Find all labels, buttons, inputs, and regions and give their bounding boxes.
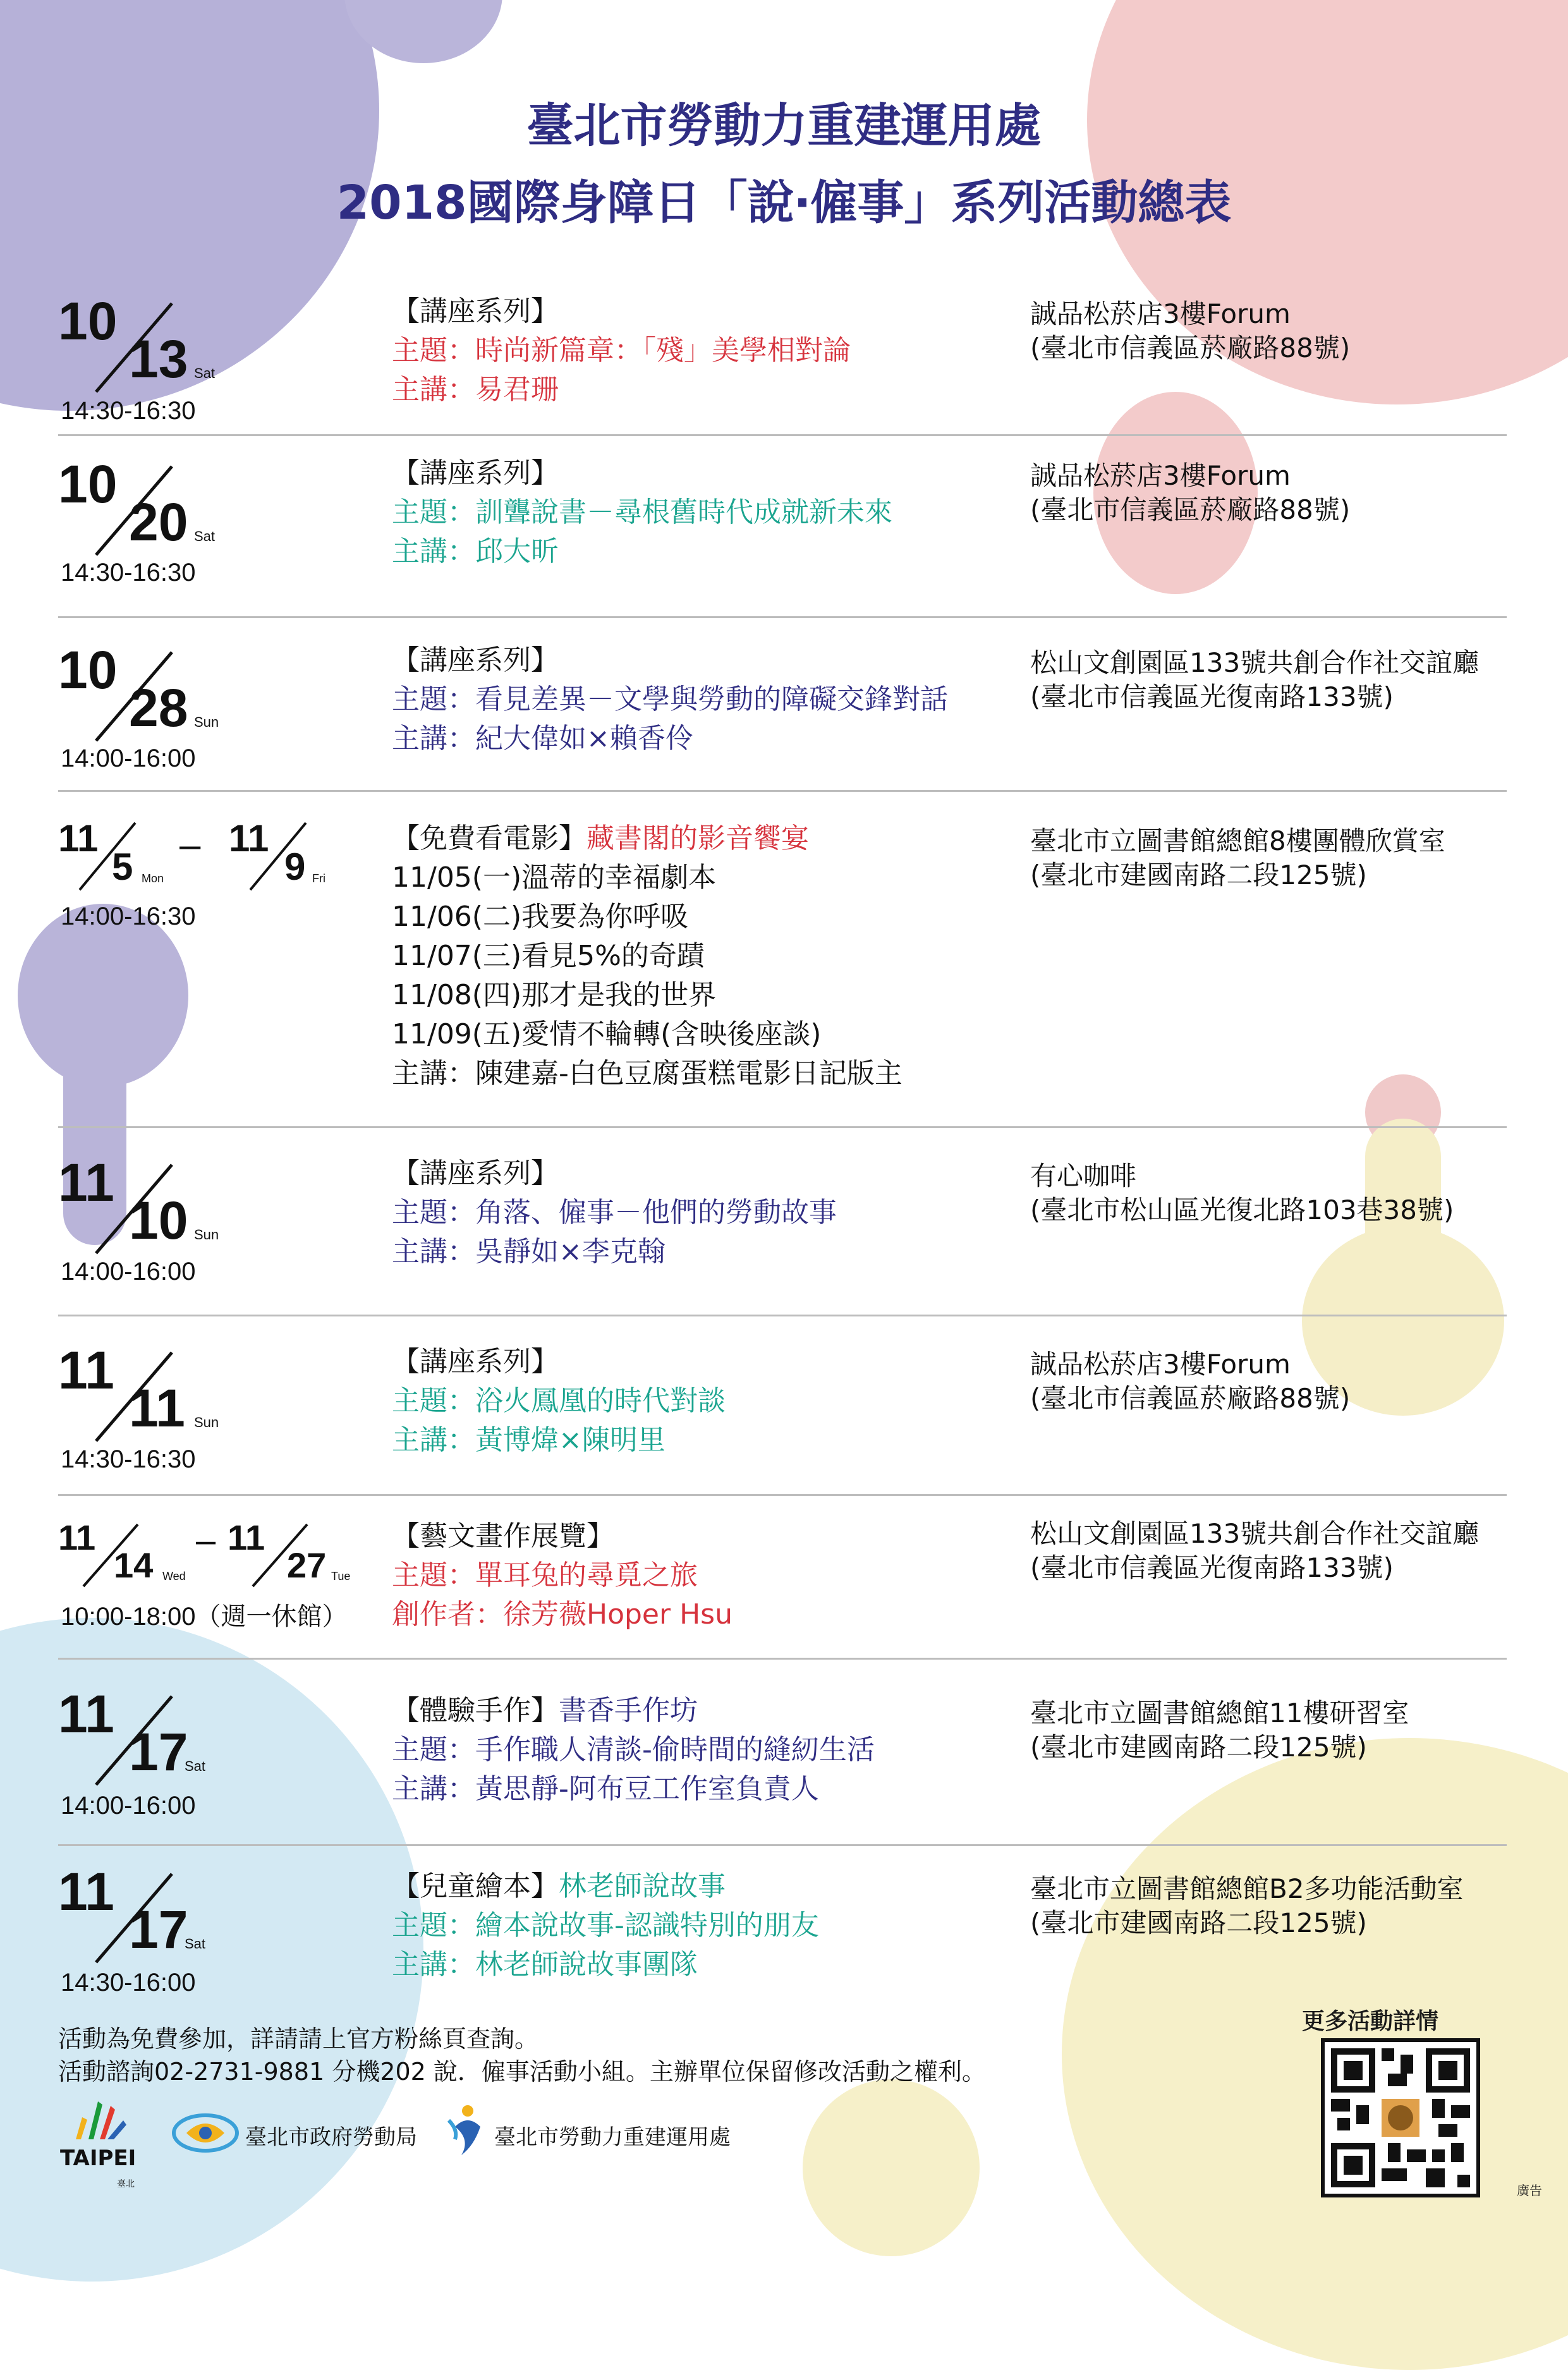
event-category-title: 藏書閣的影音饗宴 bbox=[586, 822, 809, 854]
event-weekday: Sun bbox=[194, 714, 219, 730]
venue-name: 臺北市立圖書館總館8樓團體欣賞室 bbox=[1030, 825, 1445, 856]
footer-notes bbox=[58, 2022, 986, 2088]
venue-name: 有心咖啡 bbox=[1030, 1160, 1137, 1191]
event-info bbox=[392, 1342, 726, 1460]
event-topic: 主題：訓聾說書－尋根舊時代成就新未來 bbox=[392, 496, 892, 528]
event-date-range bbox=[58, 1517, 387, 1593]
film-item: 11/05(一)溫蒂的幸福劇本 bbox=[392, 861, 717, 894]
venue-address: (臺北市建國南路二段125號) bbox=[1030, 860, 1367, 890]
event-weekday: Sat bbox=[194, 365, 216, 381]
event-weekday: Sat bbox=[194, 528, 216, 544]
event-time: 14:00-16:00 bbox=[61, 1258, 196, 1285]
event-speaker: 主講：邱大昕 bbox=[392, 535, 559, 568]
ad-mark: 廣告 bbox=[1517, 2183, 1542, 2198]
event-month: 11 bbox=[58, 1517, 96, 1557]
venue-name: 誠品松菸店3樓Forum bbox=[1030, 460, 1291, 491]
footer-note: 活動諮詢02-2731-9881 分機202 說．僱事活動小組。主辦單位保留修改活動之權利。 bbox=[58, 2058, 986, 2086]
event-date-range bbox=[58, 817, 374, 899]
event-day-end: 27 bbox=[287, 1545, 327, 1585]
page-subtitle: 2018國際身障日「說‧僱事」系列活動總表 bbox=[336, 176, 1232, 230]
event-category: 【體驗手作】 bbox=[392, 1694, 559, 1727]
taipei-logo-text: TAIPEI bbox=[60, 2146, 137, 2171]
film-item: 11/07(三)看見5%的奇蹟 bbox=[392, 940, 705, 972]
event-category: 【講座系列】 bbox=[392, 1157, 559, 1189]
event-month: 11 bbox=[58, 817, 99, 860]
venue-address: (臺北市信義區菸廠路88號) bbox=[1030, 1383, 1351, 1414]
foundation-logo-icon bbox=[442, 2101, 493, 2158]
venue-address: (臺北市建國南路二段125號) bbox=[1030, 1732, 1367, 1763]
divider bbox=[58, 1844, 1507, 1846]
event-speaker: 主講：黃博煒×陳明里 bbox=[392, 1424, 665, 1456]
film-item: 11/08(四)那才是我的世界 bbox=[392, 979, 717, 1011]
yellow-blob-bottom-small bbox=[803, 2079, 980, 2256]
event-month-end: 11 bbox=[228, 1517, 265, 1557]
event-date bbox=[58, 1684, 248, 1791]
event-weekday: Sat bbox=[185, 1936, 206, 1952]
event-category: 【兒童繪本】 bbox=[392, 1870, 559, 1902]
event-weekday: Wed bbox=[162, 1570, 186, 1583]
venue-address: (臺北市建國南路二段125號) bbox=[1030, 1907, 1367, 1938]
event-date bbox=[58, 640, 248, 747]
event-day: 10 bbox=[129, 1191, 188, 1250]
event-day: 5 bbox=[112, 846, 133, 888]
event-topic: 主題：看見差異－文學與勞動的障礙交鋒對話 bbox=[392, 683, 948, 715]
event-info bbox=[392, 1517, 732, 1634]
event-category-title: 書香手作坊 bbox=[559, 1694, 698, 1727]
event-date bbox=[58, 1861, 248, 1969]
event-category: 【講座系列】 bbox=[392, 457, 559, 489]
venue-name: 松山文創園區133號共創合作社交誼廳 bbox=[1030, 647, 1480, 678]
event-category-line bbox=[392, 1867, 819, 1906]
qr-code-icon bbox=[1325, 2042, 1476, 2194]
event-date bbox=[58, 1152, 248, 1260]
venue-address: (臺北市信義區光復南路133號) bbox=[1030, 1552, 1394, 1583]
event-venue bbox=[1030, 1517, 1479, 1585]
event-day: 28 bbox=[129, 678, 188, 738]
venue-address: (臺北市信義區光復南路133號) bbox=[1030, 681, 1394, 712]
event-venue bbox=[1030, 1872, 1464, 1940]
event-venue bbox=[1030, 297, 1350, 365]
yellow-blob-bottom-right bbox=[1062, 1738, 1568, 2370]
event-day: 17 bbox=[129, 1722, 188, 1782]
event-topic: 主題：角落、僱事－他們的勞動故事 bbox=[392, 1196, 837, 1229]
venue-name: 誠品松菸店3樓Forum bbox=[1030, 298, 1291, 329]
event-info bbox=[392, 819, 903, 1093]
event-info bbox=[392, 1867, 819, 1984]
event-month: 11 bbox=[58, 1862, 114, 1921]
event-time: 14:30-16:00 bbox=[61, 1969, 196, 1996]
divider bbox=[58, 790, 1507, 792]
event-speaker: 主講：紀大偉如×賴香伶 bbox=[392, 722, 693, 755]
event-venue bbox=[1030, 824, 1445, 892]
film-item: 11/09(五)愛情不輪轉(含映後座談) bbox=[392, 1018, 822, 1050]
event-venue bbox=[1030, 459, 1350, 527]
event-weekday: Sat bbox=[185, 1758, 206, 1774]
event-time: 14:30-16:30 bbox=[61, 1445, 196, 1473]
event-venue bbox=[1030, 646, 1479, 714]
event-weekday: Sun bbox=[194, 1414, 219, 1430]
divider bbox=[58, 1494, 1507, 1496]
divider bbox=[58, 1658, 1507, 1660]
divider bbox=[58, 1126, 1507, 1128]
event-month: 11 bbox=[58, 1340, 114, 1400]
event-topic: 主題：時尚新篇章：「殘」美學相對論 bbox=[392, 334, 851, 367]
qr-code[interactable] bbox=[1321, 2038, 1480, 2197]
event-category-line bbox=[392, 1691, 875, 1730]
event-topic: 主題：單耳兔的尋覓之旅 bbox=[392, 1559, 698, 1591]
divider bbox=[58, 1315, 1507, 1316]
event-month-end: 11 bbox=[229, 817, 269, 860]
event-topic: 主題：繪本說故事-認識特別的朋友 bbox=[392, 1909, 819, 1942]
event-month: 10 bbox=[58, 454, 118, 514]
event-info bbox=[392, 1691, 875, 1809]
labor-dept-logo-icon bbox=[171, 2111, 240, 2155]
event-speaker: 主講：林老師說故事團隊 bbox=[392, 1948, 698, 1981]
event-speaker: 創作者：徐芳薇Hoper Hsu bbox=[392, 1598, 732, 1631]
event-speaker: 主講：易君珊 bbox=[392, 374, 559, 406]
event-time: 14:00-16:30 bbox=[61, 902, 196, 930]
venue-name: 松山文創園區133號共創合作社交誼廳 bbox=[1030, 1518, 1480, 1549]
venue-address: (臺北市松山區光復北路103巷38號) bbox=[1030, 1194, 1454, 1225]
event-month: 10 bbox=[58, 291, 118, 351]
event-info bbox=[392, 292, 851, 410]
event-weekday: Sun bbox=[194, 1227, 219, 1243]
event-category: 【免費看電影】 bbox=[392, 822, 586, 854]
foundation-name: 臺北市勞動力重建運用處 bbox=[494, 2125, 731, 2150]
divider bbox=[58, 434, 1507, 436]
event-weekday-end: Tue bbox=[331, 1570, 351, 1583]
event-info bbox=[392, 454, 892, 571]
footer-note: 活動為免費參加，詳請請上官方粉絲頁查詢。 bbox=[58, 2025, 539, 2053]
event-category-title: 林老師說故事 bbox=[559, 1870, 726, 1902]
event-time: 10:00-18:00（週一休館） bbox=[61, 1603, 348, 1631]
event-venue bbox=[1030, 1696, 1409, 1765]
event-category: 【講座系列】 bbox=[392, 295, 559, 327]
venue-name: 臺北市立圖書館總館11樓研習室 bbox=[1030, 1698, 1409, 1729]
event-month: 11 bbox=[58, 1684, 114, 1744]
event-info bbox=[392, 641, 948, 758]
event-category-line bbox=[392, 819, 903, 858]
film-item: 11/06(二)我要為你呼吸 bbox=[392, 901, 689, 933]
venue-address: (臺北市信義區菸廠路88號) bbox=[1030, 332, 1351, 363]
event-day: 17 bbox=[129, 1900, 188, 1959]
event-day: 13 bbox=[129, 329, 188, 389]
event-date bbox=[58, 454, 248, 561]
event-month: 11 bbox=[58, 1153, 114, 1212]
event-time: 14:30-16:30 bbox=[61, 397, 196, 425]
event-day-end: 9 bbox=[284, 846, 306, 888]
event-category: 【講座系列】 bbox=[392, 1346, 559, 1378]
event-topic: 主題：浴火鳳凰的時代對談 bbox=[392, 1385, 726, 1417]
event-weekday: Mon bbox=[142, 872, 164, 885]
event-venue bbox=[1030, 1347, 1350, 1416]
event-range-dash: – bbox=[179, 823, 201, 866]
event-category: 【藝文畫作展覽】 bbox=[392, 1520, 614, 1552]
event-speaker: 主講：陳建嘉-白色豆腐蛋糕電影日記版主 bbox=[392, 1057, 903, 1090]
taipei-logo-icon bbox=[63, 2098, 133, 2142]
event-category: 【講座系列】 bbox=[392, 644, 559, 676]
event-speaker: 主講：黃思靜-阿布豆工作室負責人 bbox=[392, 1773, 819, 1805]
event-month: 10 bbox=[58, 640, 118, 700]
event-date bbox=[58, 291, 248, 398]
event-venue bbox=[1030, 1159, 1454, 1227]
event-date bbox=[58, 1340, 248, 1447]
event-info bbox=[392, 1154, 837, 1272]
qr-label: 更多活動詳情 bbox=[1302, 2008, 1439, 2034]
event-day: 11 bbox=[129, 1378, 185, 1438]
event-range-dash: – bbox=[196, 1520, 216, 1560]
venue-address: (臺北市信義區菸廠路88號) bbox=[1030, 494, 1351, 525]
event-time: 14:30-16:30 bbox=[61, 559, 196, 586]
labor-dept-name: 臺北市政府勞動局 bbox=[245, 2125, 417, 2150]
event-topic: 主題：手作職人清談-偷時間的縫紉生活 bbox=[392, 1734, 875, 1766]
event-time: 14:00-16:00 bbox=[61, 1792, 196, 1820]
page-title: 臺北市勞動力重建運用處 bbox=[526, 99, 1042, 153]
event-speaker: 主講：吳靜如×李克翰 bbox=[392, 1236, 665, 1268]
divider bbox=[58, 616, 1507, 618]
event-weekday-end: Fri bbox=[312, 872, 325, 885]
taipei-logo-subtext: 臺北 bbox=[117, 2179, 135, 2189]
event-time: 14:00-16:00 bbox=[61, 744, 196, 772]
event-day: 14 bbox=[114, 1545, 154, 1585]
venue-name: 誠品松菸店3樓Forum bbox=[1030, 1349, 1291, 1380]
venue-name: 臺北市立圖書館總館B2多功能活動室 bbox=[1030, 1873, 1464, 1904]
event-day: 20 bbox=[129, 492, 188, 552]
